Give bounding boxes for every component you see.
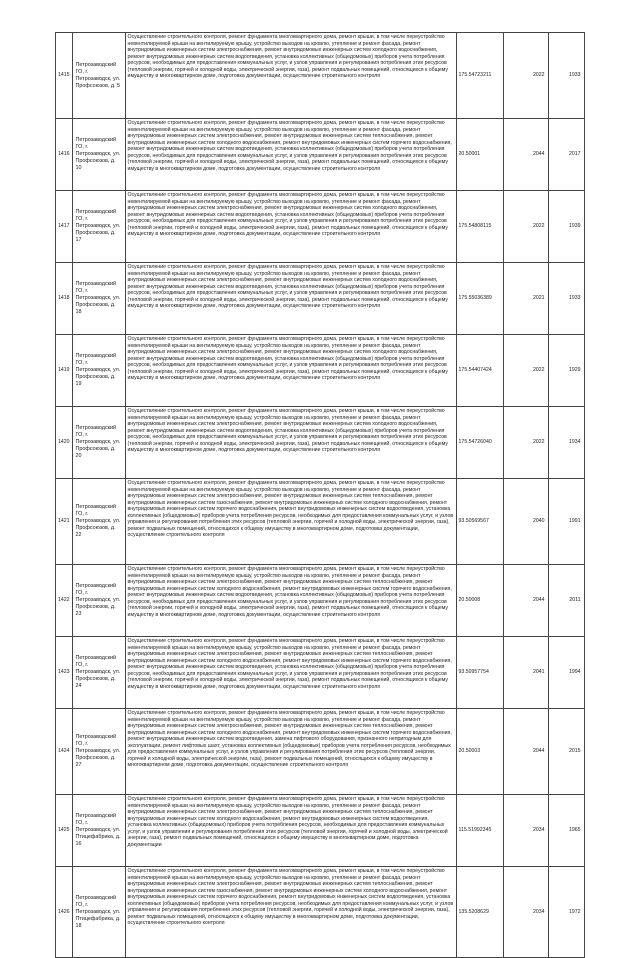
address-cell: Петрозаводский ГО, г. Петрозаводск, ул. Профсоюзов, д. 23 bbox=[72, 565, 125, 637]
capital-repair-table bbox=[55, 32, 585, 958]
works-description-cell: Осуществление строительного контроля, ремонт фундамента многоквартирного дома, ремонт крыши, в том числе переустройство невентилируемой крыши на вентилируемую крышу, устройство выходов на кровлю, утепление и ремонт фасада, ремонт внутридомовых инженерных систем электроснабжения, ремонт внутридомовых инженерных систем теплоснабжения, ремонт внутридомовых инженерных систем холодного водоснабжения, ремонт внутридомовых инженерных систем горячего водоснабжения, ремонт внутридомовых инженерных систем водоотведения, замена лифтового оборудования, признанного непригодным для эксплуатации, ремонт лифтовых шахт, установка коллективных (общедомовых) приборов учета потребления ресурсов, необходимых для предоставления коммунальных услуг, и узлов управления и регулирования потребления этих ресурсов (тепловой энергии, горячей и холодной воды, электрической энергии, газа), ремонт подвальных помещений, относящихся к общему имуществу в многоквартирном доме, подготовка документации, осуществление строительного контроля bbox=[125, 709, 456, 795]
works-description-cell: Осуществление строительного контроля, ремонт фундамента многоквартирного дома, ремонт крыши, в том числе переустройство невентилируемой крыши на вентилируемую крышу, устройство выходов на кровлю, утепление и ремонт фасада, ремонт внутридомовых инженерных систем электроснабжения, ремонт внутридомовых инженерных систем теплоснабжения, ремонт внутридомовых инженерных систем холодного водоснабжения, ремонт внутридомовых инженерных систем горячего водоснабжения, ремонт внутридомовых инженерных систем водоотведения, установка коллективных (общедомовых) приборов учета потребления ресурсов, необходимых для предоставления коммунальных услуг, и узлов управления и регулирования потребления этих ресурсов (тепловой энергии, горячей и холодной воды, электрической энергии, газа), ремонт подвальных помещений, относящихся к общему имуществу в многоквартирном доме, подготовка документации, осуществление строительного контроля bbox=[125, 119, 456, 191]
works-description-cell: Осуществление строительного контроля, ремонт фундамента многоквартирного дома, ремонт крыши, в том числе переустройство невентилируемой крыши на вентилируемую крышу, устройство выходов на кровлю, утепление и ремонт фасада, ремонт внутридомовых инженерных систем электроснабжения, ремонт внутридомовых инженерных систем холодного водоснабжения, ремонт внутридомовых инженерных систем водоотведения, установка коллективных (общедомовых) приборов учета потребления ресурсов, необходимых для предоставления коммунальных услуг, и узлов управления и регулирования потребления этих ресурсов (тепловой энергии, горячей и холодной воды, электрической энергии, газа), ремонт подвальных помещений, относящихся к общему имуществу в многоквартирном доме, подготовка документации, осуществление строительного контроля bbox=[125, 263, 456, 335]
build-year-cell: 1991 bbox=[548, 479, 584, 565]
cost-value-cell: 175.55036389 bbox=[456, 263, 503, 335]
build-year-cell: 1994 bbox=[548, 637, 584, 709]
row-number: 1421 bbox=[56, 479, 73, 565]
table-row bbox=[56, 479, 585, 565]
table-row bbox=[56, 335, 585, 407]
table-body bbox=[56, 33, 585, 958]
table-row bbox=[56, 191, 585, 263]
build-year-cell: 1933 bbox=[548, 33, 584, 119]
address-cell: Петрозаводский ГО, г. Петрозаводск, ул. Профсоюзов, д. 20 bbox=[72, 407, 125, 479]
table-row bbox=[56, 263, 585, 335]
build-year-cell: 1934 bbox=[548, 407, 584, 479]
planned-year-cell: 2034 bbox=[503, 867, 548, 958]
address-cell: Петрозаводский ГО, г. Петрозаводск, ул. Профсоюзов, д. 19 bbox=[72, 335, 125, 407]
works-description-cell: Осуществление строительного контроля, ремонт фундамента многоквартирного дома, ремонт крыши, в том числе переустройство невентилируемой крыши на вентилируемую крышу, устройство выходов на кровлю, утепление и ремонт фасада, ремонт внутридомовых инженерных систем электроснабжения, ремонт внутридомовых инженерных систем теплоснабжения, ремонт внутридомовых инженерных систем холодного водоснабжения, ремонт внутридомовых инженерных систем горячего водоснабжения, ремонт внутридомовых инженерных систем водоотведения, установка коллективных (общедомовых) приборов учета потребления ресурсов, необходимых для предоставления коммунальных услуг, и узлов управления и регулирования потребления этих ресурсов (тепловой энергии, горячей и холодной воды, электрической энергии, газа), ремонт подвальных помещений, относящихся к общему имуществу в многоквартирном доме, подготовка документации, осуществление строительного контроля bbox=[125, 565, 456, 637]
table-row bbox=[56, 867, 585, 958]
table-row bbox=[56, 119, 585, 191]
planned-year-cell: 2044 bbox=[503, 565, 548, 637]
row-number: 1425 bbox=[56, 795, 73, 867]
works-description-cell: Осуществление строительного контроля, ремонт фундамента многоквартирного дома, ремонт крыши, в том числе переустройство невентилируемой крыши на вентилируемую крышу, устройство выходов на кровлю, утепление и ремонт фасада, ремонт внутридомовых инженерных систем электроснабжения, ремонт внутридомовых инженерных систем холодного водоснабжения, ремонт внутридомовых инженерных систем водоотведения, установка коллективных (общедомовых) приборов учета потребления ресурсов, необходимых для предоставления коммунальных услуг, и узлов управления и регулирования потребления этих ресурсов (тепловой энергии, горячей и холодной воды, электрической энергии, газа), ремонт подвальных помещений, относящихся к общему имуществу в многоквартирном доме, подготовка документации, осуществление строительного контроля bbox=[125, 191, 456, 263]
build-year-cell: 1929 bbox=[548, 335, 584, 407]
works-description-cell: Осуществление строительного контроля, ремонт фундамента многоквартирного дома, ремонт крыши, в том числе переустройство невентилируемой крыши на вентилируемую крышу, устройство выходов на кровлю, утепление и ремонт фасада, ремонт внутридомовых инженерных систем электроснабжения, ремонт внутридомовых инженерных систем теплоснабжения, ремонт внутридомовых инженерных систем газоснабжения, ремонт внутридомовых инженерных систем холодного водоснабжения, ремонт внутридомовых инженерных систем горячего водоснабжения, ремонт внутридомовых инженерных систем водоотведения, установка коллективных (общедомовых) приборов учета потребления ресурсов, необходимых для предоставления коммунальных услуг, и узлов управления и регулирования потребления этих ресурсов (тепловой энергии, горячей и холодной воды, электрической энергии, газа), ремонт подвальных помещений, относящихся к общему имуществу в многоквартирном доме, подготовка документации, осуществление строительного контроля bbox=[125, 867, 456, 958]
table-row bbox=[56, 565, 585, 637]
table-row bbox=[56, 637, 585, 709]
cost-value-cell: 175.54808115 bbox=[456, 191, 503, 263]
address-cell: Петрозаводский ГО, г. Петрозаводск, ул. Профсоюзов, д. 10 bbox=[72, 119, 125, 191]
cost-value-cell: 20.50008 bbox=[456, 565, 503, 637]
planned-year-cell: 2022 bbox=[503, 33, 548, 119]
cost-value-cell: 115.51992345 bbox=[456, 795, 503, 867]
planned-year-cell: 2022 bbox=[503, 335, 548, 407]
address-cell: Петрозаводский ГО, г. Петрозаводск, ул. Птицефабрика, д. 18 bbox=[72, 867, 125, 958]
row-number: 1426 bbox=[56, 867, 73, 958]
address-cell: Петрозаводский ГО, г. Петрозаводск, ул. Профсоюзов, д. 5 bbox=[72, 33, 125, 119]
works-description-cell: Осуществление строительного контроля, ремонт фундамента многоквартирного дома, ремонт крыши, в том числе переустройство невентилируемой крыши на вентилируемую крышу, устройство выходов на кровлю, утепление и ремонт фасада, ремонт внутридомовых инженерных систем электроснабжения, ремонт внутридомовых инженерных систем холодного водоснабжения, ремонт внутридомовых инженерных систем водоотведения, установка коллективных (общедомовых) приборов учета потребления ресурсов, необходимых для предоставления коммунальных услуг, и узлов управления и регулирования потребления этих ресурсов (тепловой энергии, горячей и холодной воды, электрической энергии, газа), ремонт подвальных помещений, относящихся к общему имуществу в многоквартирном доме, подготовка документации, осуществление строительного контроля bbox=[125, 335, 456, 407]
build-year-cell: 1939 bbox=[548, 191, 584, 263]
cost-value-cell: 93.50569567 bbox=[456, 479, 503, 565]
planned-year-cell: 2022 bbox=[503, 191, 548, 263]
planned-year-cell: 2044 bbox=[503, 709, 548, 795]
cost-value-cell: 175.54723211 bbox=[456, 33, 503, 119]
cost-value-cell: 20.50001 bbox=[456, 119, 503, 191]
row-number: 1422 bbox=[56, 565, 73, 637]
works-description-cell: Осуществление строительного контроля, ремонт фундамента многоквартирного дома, ремонт крыши, в том числе переустройство невентилируемой крыши на вентилируемую крышу, устройство выходов на кровлю, утепление и ремонт фасада, ремонт внутридомовых инженерных систем электроснабжения, ремонт внутридомовых инженерных систем холодного водоснабжения, ремонт внутридомовых инженерных систем водоотведения, установка коллективных (общедомовых) приборов учета потребления ресурсов, необходимых для предоставления коммунальных услуг, и узлов управления и регулирования потребления этих ресурсов (тепловой энергии, горячей и холодной воды, электрической энергии, газа), ремонт подвальных помещений, относящихся к общему имуществу в многоквартирном доме, подготовка документации, осуществление строительного контроля bbox=[125, 407, 456, 479]
works-description-cell: Осуществление строительного контроля, ремонт фундамента многоквартирного дома, ремонт крыши, в том числе переустройство невентилируемой крыши на вентилируемую крышу, устройство выходов на кровлю, утепление и ремонт фасада, ремонт внутридомовых инженерных систем электроснабжения, ремонт внутридомовых инженерных систем теплоснабжения, ремонт внутридомовых инженерных систем газоснабжения, ремонт внутридомовых инженерных систем холодного водоснабжения, ремонт внутридомовых инженерных систем горячего водоснабжения, ремонт внутридомовых инженерных систем водоотведения, установка коллективных (общедомовых) приборов учета потребления ресурсов, необходимых для предоставления коммунальных услуг, и узлов управления и регулирования потребления этих ресурсов (тепловой энергии, горячей и холодной воды, электрической энергии, газа), ремонт подвальных помещений, относящихся к общему имуществу в многоквартирном доме, подготовка документации, осуществление строительного контроля bbox=[125, 479, 456, 565]
address-cell: Петрозаводский ГО, г. Петрозаводск, ул. Профсоюзов, д. 27 bbox=[72, 709, 125, 795]
cost-value-cell: 175.54726040 bbox=[456, 407, 503, 479]
cost-value-cell: 135.5208629 bbox=[456, 867, 503, 958]
build-year-cell: 1972 bbox=[548, 867, 584, 958]
works-description-cell: Осуществление строительного контроля, ремонт фундамента многоквартирного дома, ремонт крыши, в том числе переустройство невентилируемой крыши на вентилируемую крышу, устройство выходов на кровлю, утепление и ремонт фасада, ремонт внутридомовых инженерных систем электроснабжения, ремонт внутридомовых инженерных систем теплоснабжения, ремонт внутридомовых инженерных систем холодного водоснабжения, ремонт внутридомовых инженерных систем водоотведения, установка коллективных (общедомовых) приборов учета потребления ресурсов, необходимых для предоставления коммунальных услуг, и узлов управления и регулирования потребления этих ресурсов (тепловой энергии, горячей и холодной воды, электрической энергии, газа), ремонт подвальных помещений, относящихся к общему имуществу в многоквартирном доме, подготовка документации bbox=[125, 795, 456, 867]
planned-year-cell: 2040 bbox=[503, 479, 548, 565]
planned-year-cell: 2021 bbox=[503, 263, 548, 335]
planned-year-cell: 2041 bbox=[503, 637, 548, 709]
cost-value-cell: 175.54407424 bbox=[456, 335, 503, 407]
row-number: 1416 bbox=[56, 119, 73, 191]
build-year-cell: 2017 bbox=[548, 119, 584, 191]
build-year-cell: 1933 bbox=[548, 263, 584, 335]
row-number: 1423 bbox=[56, 637, 73, 709]
table-row bbox=[56, 795, 585, 867]
address-cell: Петрозаводский ГО, г. Петрозаводск, ул. Профсоюзов, д. 18 bbox=[72, 263, 125, 335]
build-year-cell: 2011 bbox=[548, 565, 584, 637]
row-number: 1420 bbox=[56, 407, 73, 479]
cost-value-cell: 20.50003 bbox=[456, 709, 503, 795]
build-year-cell: 2015 bbox=[548, 709, 584, 795]
row-number: 1424 bbox=[56, 709, 73, 795]
build-year-cell: 1965 bbox=[548, 795, 584, 867]
row-number: 1418 bbox=[56, 263, 73, 335]
table-row bbox=[56, 33, 585, 119]
row-number: 1415 bbox=[56, 33, 73, 119]
address-cell: Петрозаводский ГО, г. Петрозаводск, ул. Птицефабрика, д. 16 bbox=[72, 795, 125, 867]
cost-value-cell: 93.50957754 bbox=[456, 637, 503, 709]
works-description-cell: Осуществление строительного контроля, ремонт фундамента многоквартирного дома, ремонт крыши, в том числе переустройство невентилируемой крыши на вентилируемую крышу, устройство выходов на кровлю, утепление и ремонт фасада, ремонт внутридомовых инженерных систем электроснабжения, ремонт внутридомовых инженерных систем холодного водоснабжения, ремонт внутридомовых инженерных систем водоотведения, установка коллективных (общедомовых) приборов учета потребления ресурсов, необходимых для предоставления коммунальных услуг, и узлов управления и регулирования потребления этих ресурсов (тепловой энергии, горячей и холодной воды, электрической энергии, газа), ремонт подвальных помещений, относящихся к общему имуществу в многоквартирном доме, подготовка документации, осуществление строительного контроля bbox=[125, 33, 456, 119]
table-row bbox=[56, 407, 585, 479]
address-cell: Петрозаводский ГО, г. Петрозаводск, ул. Профсоюзов, д. 17 bbox=[72, 191, 125, 263]
row-number: 1419 bbox=[56, 335, 73, 407]
row-number: 1417 bbox=[56, 191, 73, 263]
table-row bbox=[56, 709, 585, 795]
planned-year-cell: 2022 bbox=[503, 407, 548, 479]
works-description-cell: Осуществление строительного контроля, ремонт фундамента многоквартирного дома, ремонт крыши, в том числе переустройство невентилируемой крыши на вентилируемую крышу, устройство выходов на кровлю, утепление и ремонт фасада, ремонт внутридомовых инженерных систем электроснабжения, ремонт внутридомовых инженерных систем теплоснабжения, ремонт внутридомовых инженерных систем холодного водоснабжения, ремонт внутридомовых инженерных систем горячего водоснабжения, ремонт внутридомовых инженерных систем водоотведения, установка коллективных (общедомовых) приборов учета потребления ресурсов, необходимых для предоставления коммунальных услуг, и узлов управления и регулирования потребления этих ресурсов (тепловой энергии, горячей и холодной воды, электрической энергии, газа), ремонт подвальных помещений, относящихся к общему имуществу в многоквартирном доме, подготовка документации, осуществление строительного контроля bbox=[125, 637, 456, 709]
planned-year-cell: 2034 bbox=[503, 795, 548, 867]
address-cell: Петрозаводский ГО, г. Петрозаводск, ул. Профсоюзов, д. 24 bbox=[72, 637, 125, 709]
address-cell: Петрозаводский ГО, г. Петрозаводск, ул. Профсоюзов, д. 22 bbox=[72, 479, 125, 565]
planned-year-cell: 2044 bbox=[503, 119, 548, 191]
